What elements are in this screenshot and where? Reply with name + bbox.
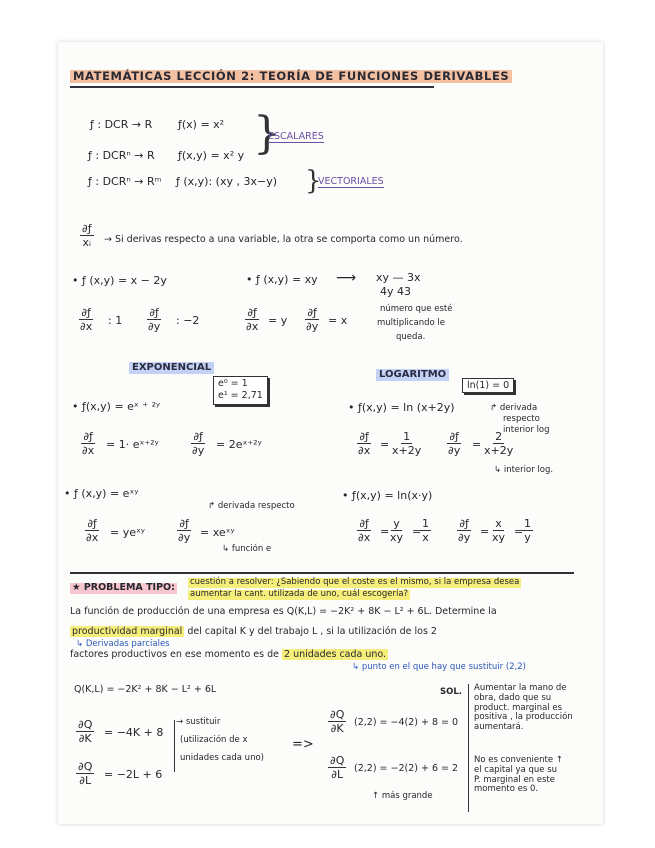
brace-vectoriales: }: [305, 166, 322, 196]
exp2-dx-value: = yeˣʸ: [110, 526, 145, 539]
exp1-dy-fraction: $\frac{\partial ƒ}{\partial y}$: [192, 430, 205, 457]
problema-question-2: aumentar la cant. utilizada de uno, cuál escogería?: [190, 589, 409, 599]
partial-rule-text: → Si derivas respecto a una variable, la otra se comporta como un número.: [104, 234, 463, 245]
ex2-function: • ƒ (x,y) = xy: [246, 273, 318, 286]
productividad-marginal-highlight: productividad marginal: [72, 626, 183, 637]
ex2-dy-fraction: $\frac{\partial ƒ}{\partial y}$: [306, 306, 319, 333]
ex2-note-2: multiplicando le: [377, 318, 445, 328]
log-note-interior: interior log: [503, 425, 550, 435]
log2-dy-simplified: $\frac{1}{y}$: [524, 517, 531, 544]
escalares-label: ESCALARES: [268, 131, 324, 142]
exp2-dx-fraction: $\frac{\partial ƒ}{\partial x}$: [86, 517, 99, 544]
problema-statement-2: productividad marginal del capital K y del trabajo L , si la utilización de los 2: [72, 626, 437, 637]
ex2-side-b: 4y 43: [380, 285, 412, 298]
ex2-arrow: ⟶: [336, 270, 357, 286]
def-scalar-1-func: ƒ(x) = x²: [178, 118, 225, 131]
log1-dx-fraction: $\frac{\partial ƒ}{\partial x}$: [358, 430, 371, 457]
production-function: Q(K,L) = −2K² + 8K − L² + 6L: [74, 684, 217, 695]
ex1-dy-value: : −2: [176, 314, 200, 327]
log2-dx-eq: =: [380, 525, 390, 538]
log2-dy-value: $\frac{x}{xy}$: [492, 517, 506, 544]
ex2-dx-value: = y: [268, 314, 288, 327]
page-title: MATEMÁTICAS LECCIÓN 2: TEORÍA DE FUNCIONES DERIVABLES: [70, 70, 512, 83]
ex2-dy-value: = x: [328, 314, 348, 327]
dQ-dK-value: = −4K + 8: [104, 726, 164, 739]
exp-note-derivative: ↱ derivada respecto: [208, 501, 295, 511]
conclusion-2-line: P. marginal en este: [474, 774, 555, 785]
eval-K-fraction: $\frac{\partial Q}{\partial K}$: [330, 708, 345, 735]
def-scalar-1-domain: ƒ : DCR → R: [90, 118, 153, 131]
conclusion-1-line: obra, dado que su: [474, 692, 552, 703]
sustituir-note-1: → sustituir: [176, 717, 221, 727]
conclusion-2: [474, 756, 563, 795]
title-underline: [70, 86, 434, 88]
exp1-dx-fraction: $\frac{\partial ƒ}{\partial x}$: [82, 430, 95, 457]
def-vector-domain: ƒ : DCRⁿ → Rᵐ: [88, 175, 162, 188]
conclusion-2-line: el capital ya que su: [474, 764, 558, 775]
partial-fraction: $\frac{\partial ƒ}{\text{xᵢ}}$: [82, 222, 92, 249]
section-divider: [70, 572, 574, 574]
exp-fact-2: e¹ = 2,71: [218, 390, 263, 402]
implies-arrow: =>: [292, 737, 314, 752]
problema-tipo-label: ★ PROBLEMA TIPO:: [72, 582, 175, 593]
log1-dy-fraction: $\frac{\partial ƒ}{\partial y}$: [448, 430, 461, 457]
ex2-side-a: xy — 3x: [376, 271, 421, 284]
def-scalar-2-func: ƒ(x,y) = x² y: [178, 149, 245, 162]
exp1-dy-value: = 2eˣ⁺²ʸ: [216, 438, 262, 451]
unidades-highlight: 2 unidades cada uno.: [284, 649, 387, 660]
logaritmo-heading: LOGARITMO: [376, 369, 449, 381]
exp-func-2: • ƒ (x,y) = eˣʸ: [64, 487, 139, 500]
dQ-dL-fraction: $\frac{\partial Q}{\partial L}$: [78, 760, 93, 787]
conclusion-1: [474, 684, 573, 733]
exp2-dy-value: = xeˣʸ: [200, 526, 235, 539]
punto-sustituir-note: ↳ punto en el que hay que sustituir (2,2): [352, 662, 526, 672]
exp1-dx-value: = 1· eˣ⁺²ʸ: [106, 438, 159, 451]
conclusion-1-line: Aumentar la mano de: [474, 683, 567, 693]
problema-statement-3: factores productivos en ese momento es de 2 unidades cada uno.: [70, 649, 387, 660]
ex2-dx-fraction: $\frac{\partial ƒ}{\partial x}$: [246, 306, 259, 333]
log1-dx-eq: =: [380, 438, 390, 451]
conclusion-1-line: aumentará.: [474, 722, 524, 733]
log-func-2: • ƒ(x,y) = ln(x·y): [342, 489, 433, 502]
conclusion-1-line: product. marginal es: [474, 702, 563, 713]
brace-escalares: }: [253, 108, 281, 159]
dQ-dK-fraction: $\frac{\partial Q}{\partial K}$: [78, 718, 93, 745]
exp2-dy-fraction: $\frac{\partial ƒ}{\partial y}$: [178, 517, 191, 544]
ex1-dx-fraction: $\frac{\partial ƒ}{\partial x}$: [80, 306, 93, 333]
ex1-function: • ƒ (x,y) = x − 2y: [72, 274, 167, 287]
log2-dx-eq2: =: [412, 525, 422, 538]
log1-dx-value: $\frac{1}{x+2y}$: [392, 430, 422, 457]
dQ-dL-value: = −2L + 6: [104, 768, 163, 781]
log-fact-box: ln(1) = 0: [462, 378, 514, 393]
eval-K-value: (2,2) = −4(2) + 8 = 0: [354, 717, 459, 728]
log1-dy-eq: =: [472, 438, 482, 451]
ex2-note-1: número que esté: [380, 304, 453, 314]
log1-dy-value: $\frac{2}{x+2y}$: [484, 430, 514, 457]
derivadas-parciales-note: ↳ Derivadas parciales: [76, 639, 170, 649]
vectoriales-label: VECTORIALES: [318, 176, 384, 187]
log2-dy-eq: =: [480, 525, 490, 538]
exp-facts-box: [213, 376, 268, 405]
log-note-interior-2: ↳ interior log.: [494, 465, 554, 475]
log-func-1: • ƒ(x,y) = ln (x+2y): [348, 401, 455, 414]
ex1-dy-fraction: $\frac{\partial ƒ}{\partial y}$: [148, 306, 161, 333]
eval-L-value: (2,2) = −2(2) + 6 = 2: [354, 763, 459, 774]
conclusion-2-line: momento es 0.: [474, 784, 539, 795]
exp-note-function: ↳ función e: [222, 544, 272, 554]
sustituir-note-2: (utilización de x: [180, 735, 248, 745]
log2-dx-simplified: $\frac{1}{x}$: [422, 517, 429, 544]
conclusion-divider: [468, 684, 469, 812]
sol-label: SOL.: [440, 687, 462, 697]
log2-dx-fraction: $\frac{\partial ƒ}{\partial x}$: [358, 517, 371, 544]
def-vector-func: ƒ (x,y): (xy , 3x−y): [176, 175, 277, 188]
log2-dy-fraction: $\frac{\partial ƒ}{\partial y}$: [458, 517, 471, 544]
log-note-derivada: ↱ derivada: [490, 403, 538, 413]
sustituir-note-3: unidades cada uno): [180, 753, 264, 763]
exponencial-heading: EXPONENCIAL: [129, 362, 214, 374]
eval-L-fraction: $\frac{\partial Q}{\partial L}$: [330, 754, 345, 781]
exp-fact-1: e⁰ = 1: [218, 378, 248, 389]
conclusion-2-line: No es conveniente ↑: [474, 755, 563, 765]
def-scalar-2-domain: ƒ : DCRⁿ → R: [88, 149, 155, 162]
ex2-note-3: queda.: [396, 332, 426, 342]
log2-dx-value: $\frac{y}{xy}$: [390, 517, 404, 544]
conclusion-1-line: positiva , la producción: [474, 712, 573, 723]
problema-statement-1: La función de producción de una empresa es Q(K,L) = −2K² + 8K − L² + 6L. Determine la: [70, 606, 497, 617]
log-note-respecto: respecto: [503, 414, 540, 424]
log2-dy-eq2: =: [514, 525, 524, 538]
ex1-dx-value: : 1: [108, 314, 123, 327]
sustituir-bracket: [174, 720, 175, 772]
exp-func-1: • ƒ(x,y) = eˣ ⁺ ²ʸ: [72, 400, 161, 413]
problema-question-1: cuestión a resolver: ¿Sabiendo que el coste es el mismo, si la empresa desea: [190, 577, 520, 587]
mas-grande-note: ↑ más grande: [372, 791, 433, 801]
